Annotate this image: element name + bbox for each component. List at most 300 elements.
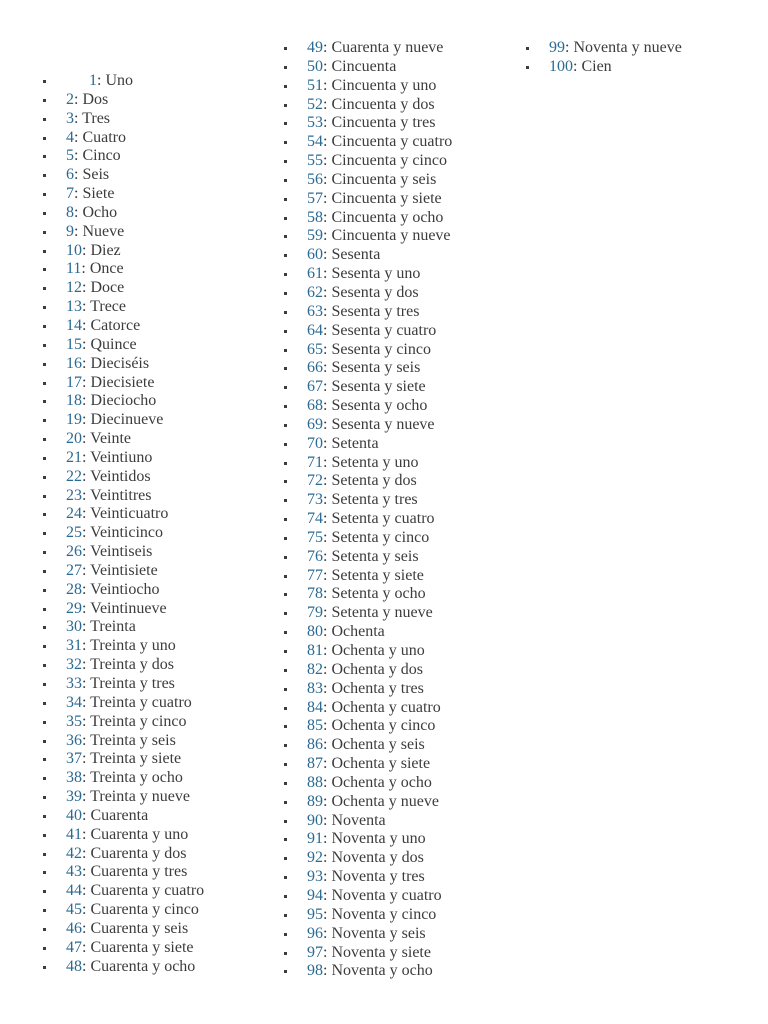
number-digits: 41: [66, 825, 82, 843]
number-separator: :: [573, 57, 582, 75]
number-word: Noventa y ocho: [331, 962, 433, 980]
number-separator: :: [82, 731, 91, 749]
square-bullet-icon: [43, 80, 46, 83]
number-list-item: [281, 830, 452, 849]
number-list-item: [281, 397, 452, 416]
number-digits: 78: [307, 585, 323, 603]
square-bullet-icon: [43, 419, 46, 422]
number-separator: :: [323, 114, 332, 132]
square-bullet-icon: [43, 608, 46, 611]
number-separator: :: [82, 561, 91, 579]
number-word: Noventa y nueve: [573, 39, 682, 56]
number-separator: :: [82, 279, 91, 297]
number-digits: 58: [307, 208, 323, 226]
number-digits: 69: [307, 415, 323, 433]
number-list-item: [281, 925, 452, 944]
number-word: Cuarenta: [90, 806, 149, 824]
number-list-item: [40, 204, 204, 223]
number-word: Dos: [82, 90, 109, 108]
number-word: Setenta y seis: [331, 547, 419, 565]
number-separator: :: [74, 109, 83, 127]
square-bullet-icon: [284, 405, 287, 408]
square-bullet-icon: [43, 532, 46, 535]
number-separator: :: [323, 905, 332, 923]
square-bullet-icon: [284, 122, 287, 125]
number-separator: :: [82, 505, 91, 523]
number-word: Ochenta y ocho: [331, 773, 432, 791]
number-digits: 60: [307, 246, 323, 264]
number-word: Ocho: [82, 203, 118, 221]
number-word: Veintinueve: [90, 599, 167, 617]
number-digits: 71: [307, 453, 323, 471]
square-bullet-icon: [284, 593, 287, 596]
number-digits: 88: [307, 773, 323, 791]
number-separator: :: [323, 755, 332, 773]
number-list-item: [523, 58, 682, 77]
number-separator: :: [82, 448, 91, 466]
square-bullet-icon: [284, 198, 287, 201]
number-list-item: [281, 133, 452, 152]
square-bullet-icon: [43, 626, 46, 629]
number-word: Noventa y cinco: [331, 905, 437, 923]
number-list-item: [281, 585, 452, 604]
square-bullet-icon: [284, 235, 287, 238]
number-word: Cinco: [82, 147, 121, 165]
number-list-item: [281, 868, 452, 887]
square-bullet-icon: [284, 66, 287, 69]
square-bullet-icon: [284, 462, 287, 465]
number-list-item: [40, 562, 204, 581]
number-digits: 53: [307, 114, 323, 132]
number-separator: :: [82, 637, 91, 655]
square-bullet-icon: [284, 631, 287, 634]
number-list-item: [281, 265, 452, 284]
number-list-item: [281, 39, 452, 58]
square-bullet-icon: [284, 556, 287, 559]
number-digits: 93: [307, 868, 323, 886]
number-word: Cincuenta y seis: [331, 170, 437, 188]
square-bullet-icon: [43, 400, 46, 403]
number-word: Sesenta y nueve: [331, 415, 435, 433]
number-separator: :: [323, 415, 332, 433]
number-separator: :: [82, 430, 91, 448]
square-bullet-icon: [284, 838, 287, 841]
number-list-item: [281, 341, 452, 360]
number-word: Treinta y tres: [90, 675, 175, 692]
number-digits: 75: [307, 528, 323, 546]
number-digits: 92: [307, 849, 323, 867]
number-word: Treinta y seis: [90, 731, 176, 749]
number-list-item: [40, 449, 204, 468]
square-bullet-icon: [284, 349, 287, 352]
number-list-item: [40, 807, 204, 826]
number-digits: 43: [66, 863, 82, 881]
square-bullet-icon: [43, 231, 46, 234]
number-digits: 56: [307, 170, 323, 188]
number-digits: 29: [66, 599, 82, 617]
number-separator: :: [323, 792, 332, 810]
number-digits: 95: [307, 905, 323, 923]
number-word: Cincuenta y nueve: [331, 227, 451, 245]
number-word: Noventa y siete: [331, 943, 431, 961]
square-bullet-icon: [43, 155, 46, 158]
number-list-item: [281, 849, 452, 868]
number-list-item: [40, 656, 204, 675]
number-list-item: [40, 298, 204, 317]
number-digits: 68: [307, 397, 323, 415]
number-separator: :: [323, 57, 332, 75]
number-list-item: [40, 487, 204, 506]
number-word: Catorce: [90, 316, 141, 334]
number-word: Cuarenta y uno: [90, 825, 189, 843]
number-digits: 80: [307, 623, 323, 641]
square-bullet-icon: [526, 66, 529, 69]
number-list-item: [40, 279, 204, 298]
number-word: Veintidos: [90, 467, 151, 485]
number-word: Cincuenta y siete: [331, 189, 442, 207]
number-separator: :: [74, 147, 83, 165]
number-list-item: [40, 223, 204, 242]
number-digits: 5: [66, 147, 74, 165]
number-list-item: [281, 378, 452, 397]
number-digits: 96: [307, 924, 323, 942]
square-bullet-icon: [284, 480, 287, 483]
number-separator: :: [82, 806, 91, 824]
number-digits: 63: [307, 302, 323, 320]
number-digits: 17: [66, 373, 82, 391]
number-digits: 20: [66, 430, 82, 448]
number-digits: 85: [307, 717, 323, 735]
number-word: Cincuenta y cinco: [331, 152, 447, 170]
square-bullet-icon: [284, 612, 287, 615]
number-separator: :: [82, 901, 91, 919]
number-list-item: [281, 58, 452, 77]
number-digits: 61: [307, 265, 323, 283]
square-bullet-icon: [284, 763, 287, 766]
numbers-column-2: [281, 39, 452, 981]
number-digits: 34: [66, 693, 82, 711]
square-bullet-icon: [43, 777, 46, 780]
number-separator: :: [323, 302, 332, 320]
number-list-item: [281, 359, 452, 378]
number-list-item: [40, 166, 204, 185]
number-separator: :: [82, 524, 91, 542]
number-separator: :: [74, 128, 83, 146]
number-list-item: [40, 618, 204, 637]
number-word: Veintiuno: [90, 448, 153, 466]
number-list-item: [40, 374, 204, 393]
number-list-item: [40, 72, 204, 91]
number-word: Cincuenta y uno: [331, 76, 437, 94]
number-separator: :: [74, 166, 83, 184]
number-digits: 87: [307, 755, 323, 773]
square-bullet-icon: [284, 820, 287, 823]
number-list-item: [40, 863, 204, 882]
number-word: Cincuenta y tres: [331, 114, 436, 132]
number-separator: :: [82, 543, 91, 561]
number-digits: 77: [307, 566, 323, 584]
square-bullet-icon: [284, 952, 287, 955]
number-word: Noventa y uno: [331, 830, 426, 848]
number-word: Dieciséis: [90, 354, 150, 372]
number-separator: :: [81, 260, 90, 278]
number-list-item: [40, 260, 204, 279]
square-bullet-icon: [284, 707, 287, 710]
number-list-item: [281, 962, 452, 981]
number-list-item: [281, 699, 452, 718]
square-bullet-icon: [284, 104, 287, 107]
square-bullet-icon: [284, 857, 287, 860]
number-separator: :: [82, 411, 91, 429]
square-bullet-icon: [43, 457, 46, 460]
number-list-item: [40, 411, 204, 430]
square-bullet-icon: [284, 85, 287, 88]
number-word: Setenta y nueve: [331, 604, 433, 622]
number-word: Treinta y siete: [90, 750, 182, 768]
square-bullet-icon: [43, 796, 46, 799]
number-word: Diecinueve: [90, 411, 164, 429]
square-bullet-icon: [43, 325, 46, 328]
square-bullet-icon: [284, 499, 287, 502]
number-digits: 37: [66, 750, 82, 768]
number-word: Cincuenta y dos: [331, 95, 435, 113]
number-word: Veintiocho: [90, 580, 160, 598]
number-digits: 11: [66, 260, 82, 278]
number-list-item: [281, 152, 452, 171]
number-digits: 25: [66, 524, 82, 542]
number-word: Cien: [581, 57, 612, 75]
number-separator: :: [323, 434, 332, 452]
number-separator: :: [323, 962, 332, 980]
number-digits: 48: [66, 957, 82, 975]
number-list-item: [40, 920, 204, 939]
number-word: Sesenta y ocho: [331, 397, 428, 415]
number-separator: :: [82, 618, 91, 636]
number-list-item: [40, 91, 204, 110]
number-separator: :: [82, 656, 91, 674]
number-separator: :: [82, 675, 91, 692]
number-word: Treinta y dos: [90, 656, 175, 674]
number-separator: :: [323, 924, 332, 942]
number-separator: :: [82, 919, 91, 937]
number-word: Cuatro: [82, 128, 126, 146]
number-word: Setenta y dos: [331, 472, 417, 490]
square-bullet-icon: [43, 287, 46, 290]
number-separator: :: [323, 604, 332, 622]
number-separator: :: [82, 580, 91, 598]
number-list-item: [281, 491, 452, 510]
square-bullet-icon: [43, 363, 46, 366]
number-word: Diez: [90, 241, 121, 259]
number-list-item: [281, 246, 452, 265]
number-separator: :: [82, 241, 91, 259]
number-word: Ochenta y cuatro: [331, 698, 441, 716]
number-separator: :: [82, 825, 91, 843]
number-list-item: [40, 694, 204, 713]
number-word: Sesenta: [331, 246, 381, 264]
number-word: Trece: [90, 298, 126, 316]
number-digits: 3: [66, 109, 74, 127]
number-list-item: [281, 793, 452, 812]
number-list-item: [40, 392, 204, 411]
number-list-item: [40, 129, 204, 148]
number-digits: 67: [307, 378, 323, 396]
number-digits: 73: [307, 491, 323, 509]
square-bullet-icon: [43, 382, 46, 385]
square-bullet-icon: [43, 118, 46, 121]
number-digits: 65: [307, 340, 323, 358]
number-word: Setenta y siete: [331, 566, 424, 584]
number-digits: 55: [307, 152, 323, 170]
square-bullet-icon: [284, 273, 287, 276]
number-word: Cuarenta y siete: [90, 938, 194, 956]
number-list-item: [281, 96, 452, 115]
number-list-item: [281, 284, 452, 303]
number-digits: 47: [66, 938, 82, 956]
number-separator: :: [323, 623, 332, 641]
number-list-item: [281, 623, 452, 642]
number-word: Cuarenta y tres: [90, 863, 188, 881]
number-list-item: [281, 529, 452, 548]
number-digits: 70: [307, 434, 323, 452]
square-bullet-icon: [43, 683, 46, 686]
number-list-item: [40, 769, 204, 788]
number-digits: 13: [66, 298, 82, 316]
number-word: Noventa y dos: [331, 849, 424, 867]
number-digits: 62: [307, 283, 323, 301]
number-list-item: [40, 637, 204, 656]
number-word: Quince: [90, 335, 137, 353]
square-bullet-icon: [43, 702, 46, 705]
number-digits: 32: [66, 656, 82, 674]
number-list-item: [281, 171, 452, 190]
square-bullet-icon: [43, 306, 46, 309]
number-word: Veintisiete: [90, 561, 158, 579]
number-list-item: [40, 675, 204, 694]
square-bullet-icon: [43, 193, 46, 196]
square-bullet-icon: [43, 476, 46, 479]
number-list-item: [40, 713, 204, 732]
square-bullet-icon: [43, 645, 46, 648]
number-digits: 79: [307, 604, 323, 622]
number-list-item: [523, 39, 682, 58]
square-bullet-icon: [43, 740, 46, 743]
square-bullet-icon: [43, 947, 46, 950]
number-word: Setenta y tres: [331, 491, 418, 509]
numbers-column-3: [523, 39, 682, 77]
number-separator: :: [323, 717, 332, 735]
number-word: Siete: [82, 185, 115, 203]
number-word: Setenta y uno: [331, 453, 419, 471]
number-word: Noventa: [331, 811, 386, 829]
number-separator: :: [323, 773, 332, 791]
number-list-item: [281, 416, 452, 435]
number-list-item: [281, 190, 452, 209]
number-list-item: [281, 661, 452, 680]
number-list-item: [281, 604, 452, 623]
number-separator: :: [323, 510, 332, 528]
number-separator: :: [82, 863, 91, 881]
number-separator: :: [323, 679, 332, 697]
square-bullet-icon: [284, 744, 287, 747]
number-separator: :: [565, 39, 574, 56]
number-digits: 24: [66, 505, 82, 523]
number-separator: :: [323, 170, 332, 188]
number-separator: :: [323, 152, 332, 170]
number-word: Ochenta y seis: [331, 736, 425, 754]
number-digits: 4: [66, 128, 74, 146]
number-list-item: [40, 600, 204, 619]
number-list-item: [281, 755, 452, 774]
square-bullet-icon: [43, 513, 46, 516]
number-list-item: [40, 505, 204, 524]
square-bullet-icon: [284, 669, 287, 672]
square-bullet-icon: [284, 518, 287, 521]
number-digits: 46: [66, 919, 82, 937]
number-list-item: [281, 322, 452, 341]
number-word: Cincuenta: [331, 57, 397, 75]
number-word: Uno: [105, 72, 134, 89]
number-digits: 7: [66, 185, 74, 203]
number-separator: :: [323, 265, 332, 283]
square-bullet-icon: [43, 834, 46, 837]
number-digits: 66: [307, 359, 323, 377]
number-word: Setenta y ocho: [331, 585, 426, 603]
number-list-item: [40, 185, 204, 204]
square-bullet-icon: [284, 443, 287, 446]
number-separator: :: [323, 76, 332, 94]
number-digits: 15: [66, 335, 82, 353]
number-word: Sesenta y tres: [331, 302, 420, 320]
number-separator: :: [82, 882, 91, 900]
number-separator: :: [82, 712, 91, 730]
square-bullet-icon: [284, 575, 287, 578]
number-digits: 19: [66, 411, 82, 429]
square-bullet-icon: [284, 876, 287, 879]
number-word: Sesenta y cinco: [331, 340, 431, 358]
number-separator: :: [74, 222, 83, 240]
number-digits: 21: [66, 448, 82, 466]
number-digits: 14: [66, 316, 82, 334]
number-digits: 59: [307, 227, 323, 245]
number-digits: 94: [307, 886, 323, 904]
number-word: Ochenta y nueve: [331, 792, 439, 810]
square-bullet-icon: [284, 179, 287, 182]
number-list-item: [40, 242, 204, 261]
number-digits: 99: [549, 39, 565, 56]
number-list-item: [281, 812, 452, 831]
number-digits: 30: [66, 618, 82, 636]
square-bullet-icon: [43, 909, 46, 912]
number-word: Sesenta y cuatro: [331, 321, 437, 339]
number-word: Treinta y nueve: [90, 788, 190, 806]
number-list-item: [40, 581, 204, 600]
number-list-item: [281, 227, 452, 246]
number-list-item: [40, 901, 204, 920]
number-word: Ochenta y dos: [331, 660, 423, 678]
number-word: Treinta y uno: [90, 637, 176, 655]
number-separator: :: [323, 321, 332, 339]
number-separator: :: [323, 189, 332, 207]
number-word: Ochenta y siete: [331, 755, 431, 773]
number-list-item: [40, 543, 204, 562]
number-list-item: [281, 642, 452, 661]
square-bullet-icon: [284, 782, 287, 785]
number-separator: :: [323, 133, 332, 151]
number-digits: 98: [307, 962, 323, 980]
number-list-item: [40, 788, 204, 807]
number-list-item: [281, 303, 452, 322]
